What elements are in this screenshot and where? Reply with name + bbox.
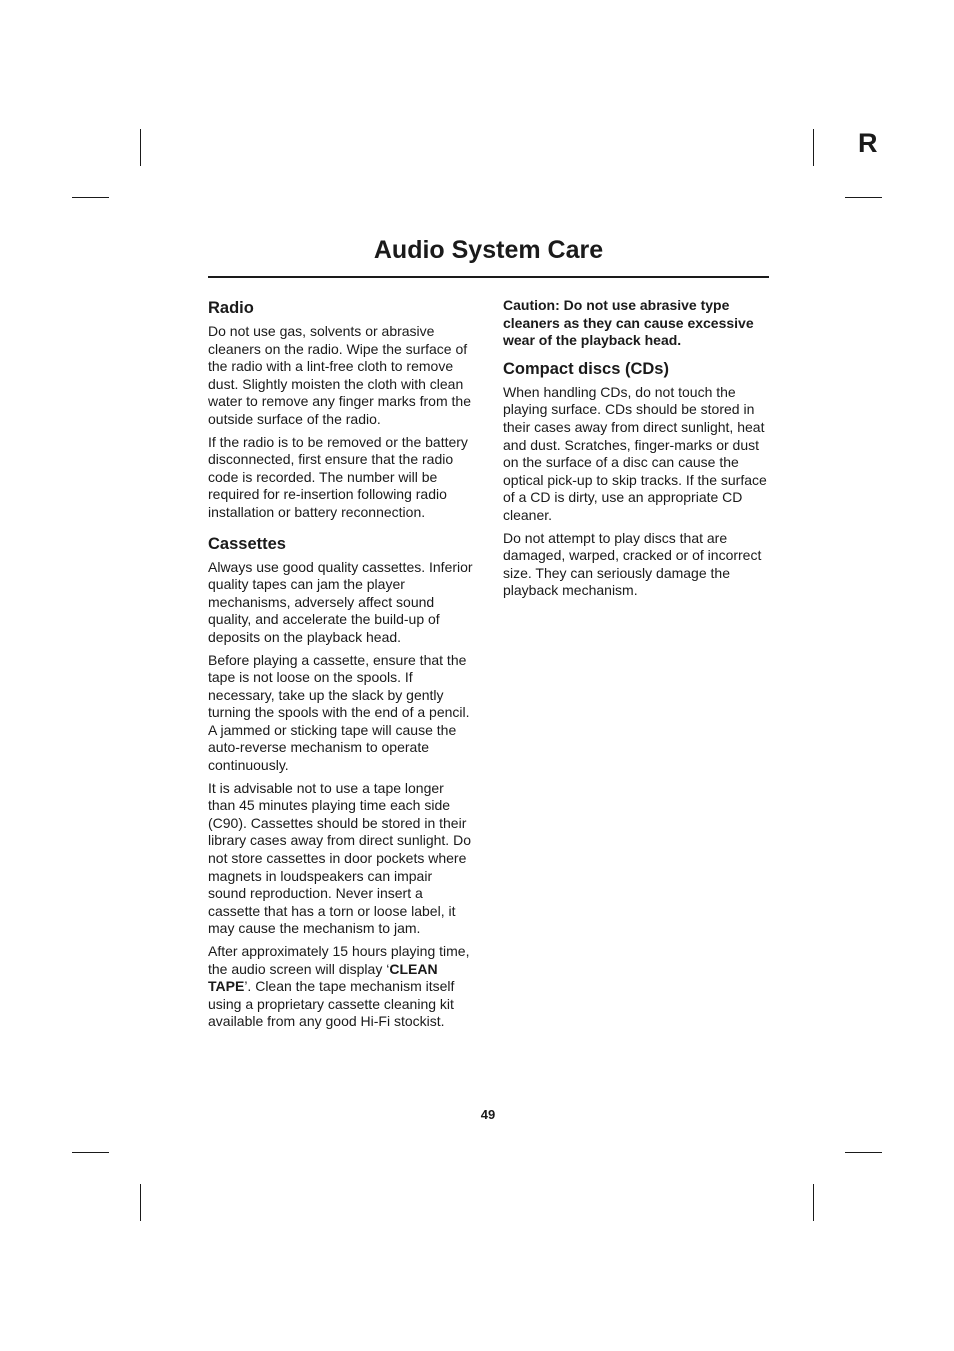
crop-mark — [813, 129, 814, 166]
crop-mark — [72, 1152, 109, 1153]
left-column — [208, 297, 474, 1042]
crop-mark — [813, 1184, 814, 1221]
cds-heading: Compact discs (CDs) — [503, 359, 669, 378]
cassettes-heading: Cassettes — [208, 534, 286, 553]
crop-mark — [845, 197, 882, 198]
crop-mark — [140, 1184, 141, 1221]
cds-section — [503, 358, 769, 600]
cassettes-paragraph-3: It is advisable not to use a tape longer than 45 minutes playing time each side (C90). Cassettes should be stored in their library cases away from direct sunlight. Do not store cassettes in door pockets where magnets in loudspeakers can impair sound reproduction. Never insert a cassette that has a torn or loose label, it may cause the mechanism to jam. — [208, 779, 471, 937]
cassettes-section — [208, 533, 474, 1031]
cassettes-paragraph-4 — [208, 943, 474, 1031]
cassettes-paragraph-1: Always use good quality cassettes. Inferior quality tapes can jam the player mechanisms, adversely affect sound quality, and accelerate the build-up of deposits on the playback head. — [208, 558, 473, 645]
crop-mark — [845, 1152, 882, 1153]
cds-paragraph-1: When handling CDs, do not touch the playing surface. CDs should be stored in their cases away from direct sunlight, heat and dust. Scratches, finger-marks or dust on the surface of a disc can cause the optical pick-up to skip tracks. If the surface of a CD is dirty, use an appropriate CD cleaner. — [503, 383, 767, 523]
clean-tape-label: CLEAN TAPE — [208, 960, 438, 995]
radio-paragraph-1: Do not use gas, solvents or abrasive cleaners on the radio. Wipe the surface of the radio with a lint-free cloth to remove dust. Slightly moisten the cloth with clean water to remove any finger marks from the outside surface of the radio. — [208, 323, 471, 427]
radio-paragraph-2: If the radio is to be removed or the battery disconnected, first ensure that the radio code is recorded. The number will be required for re-insertion following radio installation or battery reconnection. — [208, 433, 468, 520]
page-number: 49 — [480, 1107, 496, 1122]
clean-tape-text-after: ’. Clean the tape mechanism itself using a proprietary cassette cleaning kit available from any good Hi-Fi stockist. — [208, 978, 455, 1030]
radio-heading: Radio — [208, 299, 254, 317]
radio-section — [208, 297, 474, 522]
title-divider — [208, 276, 769, 278]
caution-note: Caution: Do not use abrasive type cleaners as they can cause excessive wear of the playback head. — [503, 297, 754, 349]
page-title: Audio System Care — [373, 236, 604, 264]
cds-paragraph-2: Do not attempt to play discs that are damaged, warped, cracked or of incorrect size. They can seriously damage the playback mechanism. — [503, 529, 762, 599]
crop-mark — [72, 197, 109, 198]
right-column — [503, 297, 769, 611]
section-letter: R — [858, 128, 878, 158]
cassettes-paragraph-2: Before playing a cassette, ensure that the tape is not loose on the spools. If necessary, take up the slack by gently turning the spools with the end of a pencil. A jammed or sticking tape will cause the auto-reverse mechanism to operate continuously. — [208, 651, 470, 774]
crop-mark — [140, 129, 141, 166]
clean-tape-text-before: After approximately 15 hours playing time, the audio screen will display ‘ — [208, 943, 470, 977]
